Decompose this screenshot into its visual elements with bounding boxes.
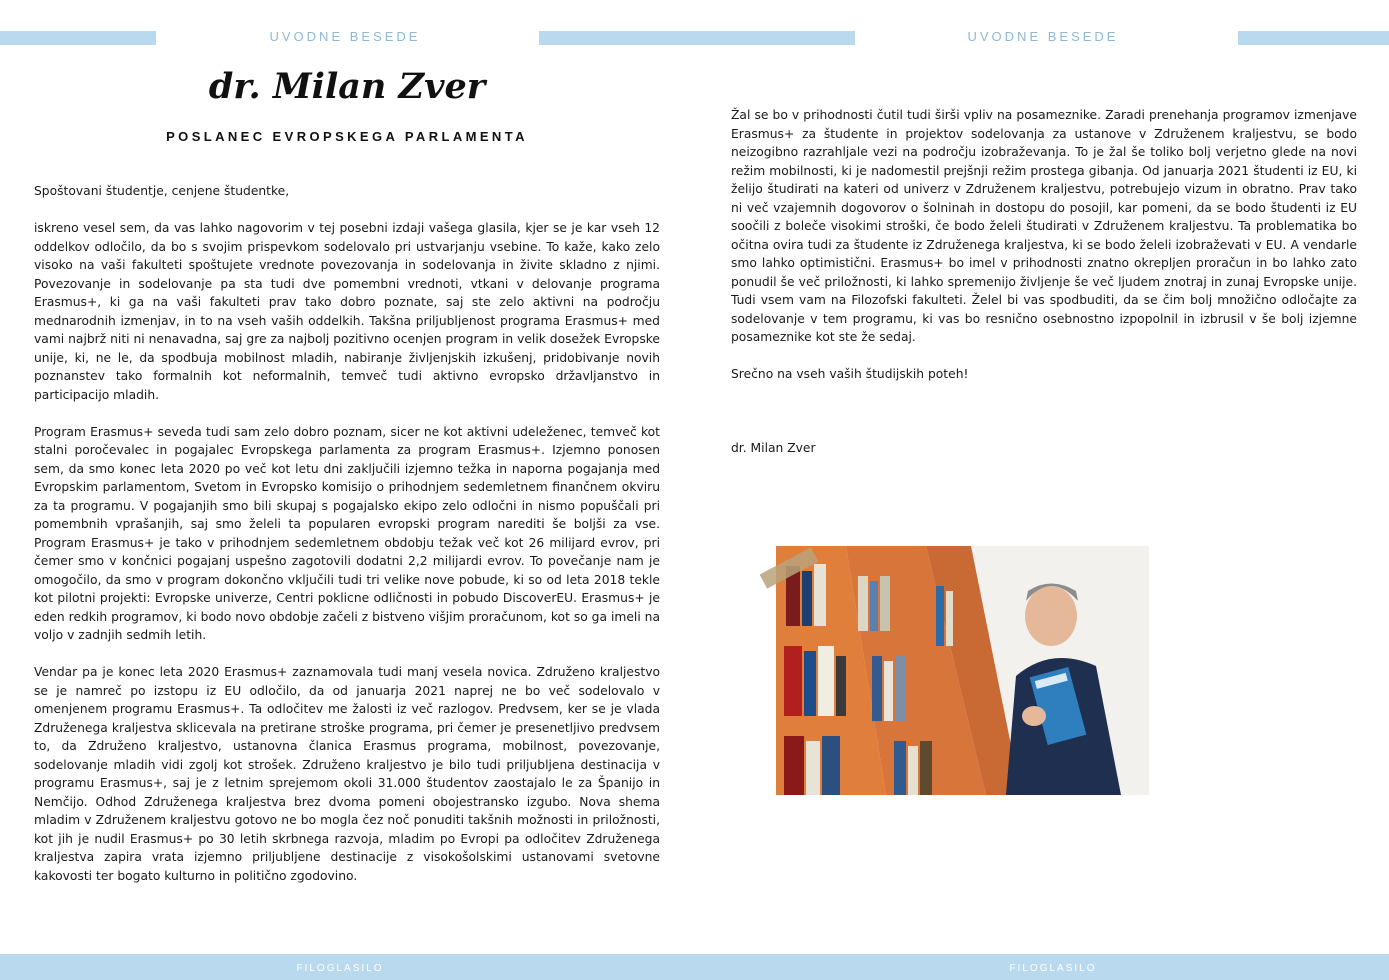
left-column [34,182,660,904]
section-label-left: UVODNE BESEDE [269,29,421,44]
signature: dr. Milan Zver [731,441,816,455]
paragraph-4: Žal se bo v prihodnosti čutil tudi širši vpliv na posameznike. Zaradi prenehanja programov izmenjave Erasmus+ za študente in projektov sodelovanja za ustanove v Združenem kraljestvu, se bodo neizogibno razrahljale vezi na področju izobraževanja. To je žal še toliko bolj verjetno glede na novi režim mobilnosti, ki je nadomestil prejšnji režim prostega gibanja. Od januarja 2021 študenti iz EU, ki želijo študirati na kateri od univerz v Združenem kraljestvu, potrebujejo vizum in obratno. Prav tako ni več vzajemnih dogovorov o šolninah in dostopu do posojil, kar pomeni, da se bodo študenti iz EU soočili z boleče visokimi stroški, če bodo želeli študirati v Združenem kraljestvu. Ta problematika bo očitna ovira tudi za študente iz Združenega kraljestva, ki se bodo želeli izobraževati v EU. A vendarle smo lahko optimistični. Erasmus+ bo imel v prihodnosti znatno okrepljen proračun in bo lahko zato ponudil še več priložnosti, ki lahko spremenijo življenje še več ljudem znotraj in zunaj Evropske unije. Tudi vsem vam na Filozofski fakulteti. Želel bi vas spodbuditi, da se čim bolj množično odločajte za sodelovanje v tem programu, ki vas bo resnično osebnostno izpopolnil in izbrusil v še bolj izjemne posameznike kot ste že sedaj. [731,108,1357,344]
author-title: dr. Milan Zver [208,66,486,107]
paragraph-2: Program Erasmus+ seveda tudi sam zelo dobro poznam, sicer ne kot aktivni udeleženec, temveč kot stalni poročevalec in pogajalec Evropskega parlamenta za program Erasmus+. Izjemno ponosen sem, da smo konec leta 2020 po več kot letu dni zaključili izjemno težka in naporna pogajanja med Evropskim parlamentom, Svetom in Evropsko komisijo o prihodnjem sedemletnem finančnem okviru za ta programu. V pogajanjih smo bili skupaj s pogajalsko ekipo zelo odločni in nismo popuščali pri pomembnih vprašanjih, saj smo želeli ta popularen evropski program narediti še boljši za vse. Program Erasmus+ je tako v prihodnjem sedemletnem obdobju težak več kot 26 milijard evrov, pri čemer smo v končnici pogajanj uspešno zagotovili dodatni 2,2 milijardi evrov. To povečanje nam je omogočilo, da smo v program dokončno vključili tudi tri velike nove pobude, ki so od leta 2018 tekle kot pilotni projekti: Evropske univerze, Centri poklicne odličnosti in pobudo DiscoverEU. Erasmus+ je eden redkih programov, ki bodo novo obdobje začeli z bistveno višjim proračunom, kot so ga imeli na voljo v zadnjih sedmih letih. [34,424,660,642]
author-subtitle: POSLANEC EVROPSKEGA PARLAMENTA [166,129,528,144]
header-band-right [1238,31,1389,45]
header-band-left-2 [539,31,855,45]
closing: Srečno na vseh vaših študijskih poteh! [731,367,969,381]
paragraph-3: Vendar pa je konec leta 2020 Erasmus+ zaznamovala tudi manj vesela novica. Združeno kraljestvo se je namreč po izstopu iz EU odločilo, da od januarja 2021 naprej ne bo več sodelovalo v omenjenem programu Erasmus+. Ta odločitev me žalosti iz več razlogov. Predvsem, ker se je vlada Združenega kraljestva sklicevala na pretirane stroške programa, pri čemer je presenetljivo predvsem to, da Združeno kraljestvo, ustanovna članica Erasmus programa, mobilnost, povezovanje, sodelovanje mladih vidi zgolj kot strošek. Združeno kraljestvo je bilo tudi priljubljena destinacija v programu Erasmus+, saj je z letnim sprejemom okoli 31.000 študentov zaostajalo le za Španijo in Nemčijo. Odhod Združenega kraljestva brez dvoma pomeni obojestransko izgubo. Nova shema mladim v Združenem kraljestvu gotovo ne bo mogla čez noč ponuditi takšnih možnosti in priložnosti, kot jih je nudil Erasmus+ po 30 letih skrbnega razvoja, mladim po Evropi pa odločitev Združenega kraljestva zapira vrata izjemno priljubljene destinacije z visokošolskimi ustanovami svetovne kakovosti ter bogato kulturno in politično zgodovino. [34,665,660,883]
greeting: Spoštovani študentje, cenjene študentke, [34,184,290,198]
footer-label-right: FILOGLASILO [1009,963,1097,974]
spacer [731,402,1357,421]
man-with-book-icon [776,546,1149,795]
header-band-left-1 [0,31,156,45]
right-column [731,106,1357,476]
author-photo [776,546,1149,795]
footer-band [0,954,1389,980]
footer-label-left: FILOGLASILO [296,963,384,974]
section-label-right: UVODNE BESEDE [967,29,1119,44]
paragraph-1: iskreno vesel sem, da vas lahko nagovorim v tej posebni izdaji vašega glasila, kjer se je kar vseh 12 oddelkov odločilo, da bo s svojim prispevkom sodelovalo pri ustvarjanju vsebine. To kaže, kako zelo visoko na vaši fakulteti spoštujete vrednote povezovanja in sodelovanja in živite skladno z njimi. Povezovanje in sodelovanje pa sta tudi dve pomembni vrednoti, vtkani v delovanje programa Erasmus+, ki ga na vaši fakulteti prav tako dobro poznate, saj ste zelo aktivni na področju mednarodnih izmenjav, in to na vseh vaših oddelkih. Takšna priljubljenost programa Erasmus+ med vami najbrž niti ni nenavadna, saj gre za najbolj pozitivno ocenjen program in velik dosežek Evropske unije, ki, ne le, da spodbuja mobilnost mladih, nabiranje življenjskih izkušenj, pridobivanje novih poznanstev tako formalnih kot neformalnih, temveč tudi aktivno evropsko državljanstvo in participacijo mladih. [34,221,660,402]
